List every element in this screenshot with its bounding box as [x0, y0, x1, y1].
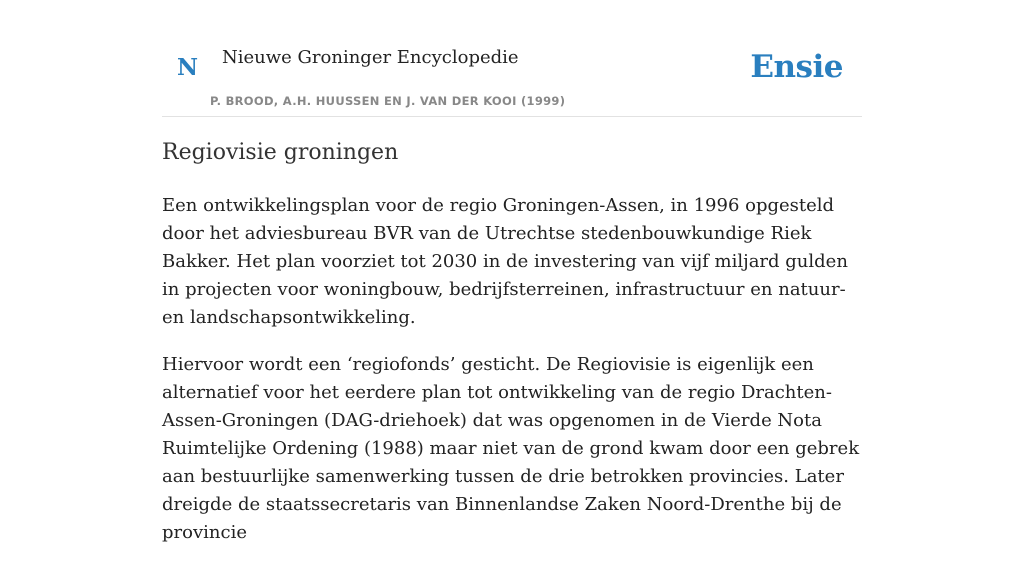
- brand-logo[interactable]: Ensie: [750, 49, 843, 85]
- source-logo[interactable]: N: [177, 54, 199, 81]
- article-paragraph: Een ontwikkelingsplan voor de regio Groningen-Assen, in 1996 opgesteld door het adviesbureau BVR van de Utrechtse stedenbouwkundige Riek Bakker. Het plan voorziet tot 2030 in de investering van vijf miljard gulden in projecten voor woningbouw, bedrijfsterreinen, infrastructuur en natuur- en landschapsontwikkeling.: [162, 195, 848, 328]
- source-authors: P. BROOD, A.H. HUUSSEN EN J. VAN DER KOOI (1999): [210, 94, 566, 108]
- article-paragraph: Hiervoor wordt een ‘regiofonds’ gesticht. De Regiovisie is eigenlijk een alternatief voor het eerdere plan tot ontwikkeling van de regio Drachten-Assen-Groningen (DAG-driehoek) dat was opgenomen in de Vierde Nota Ruimtelijke Ordening (1988) maar niet van de grond kwam door een gebrek aan bestuurlijke samenwerking tussen de drie betrokken provincies. Later dreigde de staatssecretaris van Binnenlandse Zaken Noord-Drenthe bij de provincie: [162, 354, 860, 543]
- site-header: [162, 0, 862, 117]
- page-title: Regiovisie groningen: [162, 140, 399, 165]
- source-title[interactable]: Nieuwe Groninger Encyclopedie: [222, 47, 519, 68]
- article-body: [162, 192, 862, 566]
